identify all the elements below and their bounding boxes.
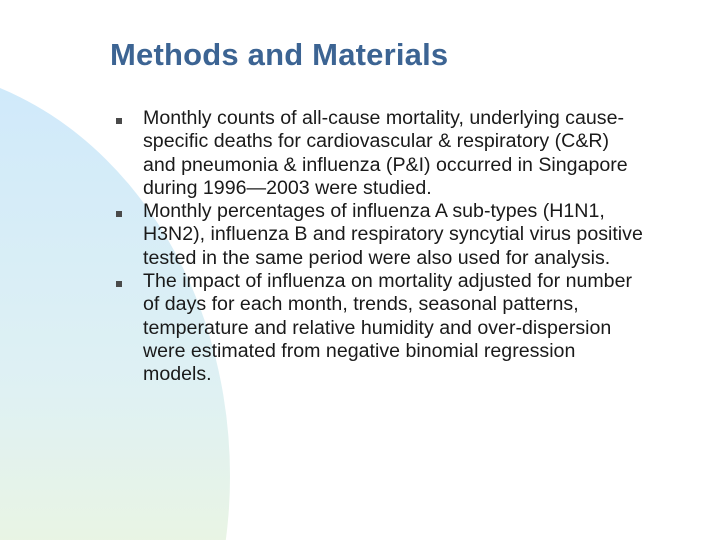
- slide-title: Methods and Materials: [110, 37, 449, 72]
- bullet-list: [116, 107, 676, 387]
- bullet-text: Monthly counts of all-cause mortality, underlying cause-specific deaths for cardiovascular & respiratory (C&R) and pneumonia & influenza (P&I) occurred in Singapore during 1996—2003 were studied.: [143, 107, 628, 199]
- square-bullet-icon: [116, 211, 122, 217]
- square-bullet-icon: [116, 281, 122, 287]
- bullet-item: [116, 107, 676, 200]
- bullet-item: [116, 270, 676, 386]
- bullet-item: [116, 200, 676, 270]
- square-bullet-icon: [116, 118, 122, 124]
- bullet-text: Monthly percentages of influenza A sub-types (H1N1, H3N2), influenza B and respiratory syncytial virus positive tested in the same period were also used for analysis.: [143, 200, 643, 269]
- bullet-text: The impact of influenza on mortality adjusted for number of days for each month, trends, seasonal patterns, temperature and relative humidity and over-dispersion were estimated from negative binomial regression models.: [143, 270, 633, 386]
